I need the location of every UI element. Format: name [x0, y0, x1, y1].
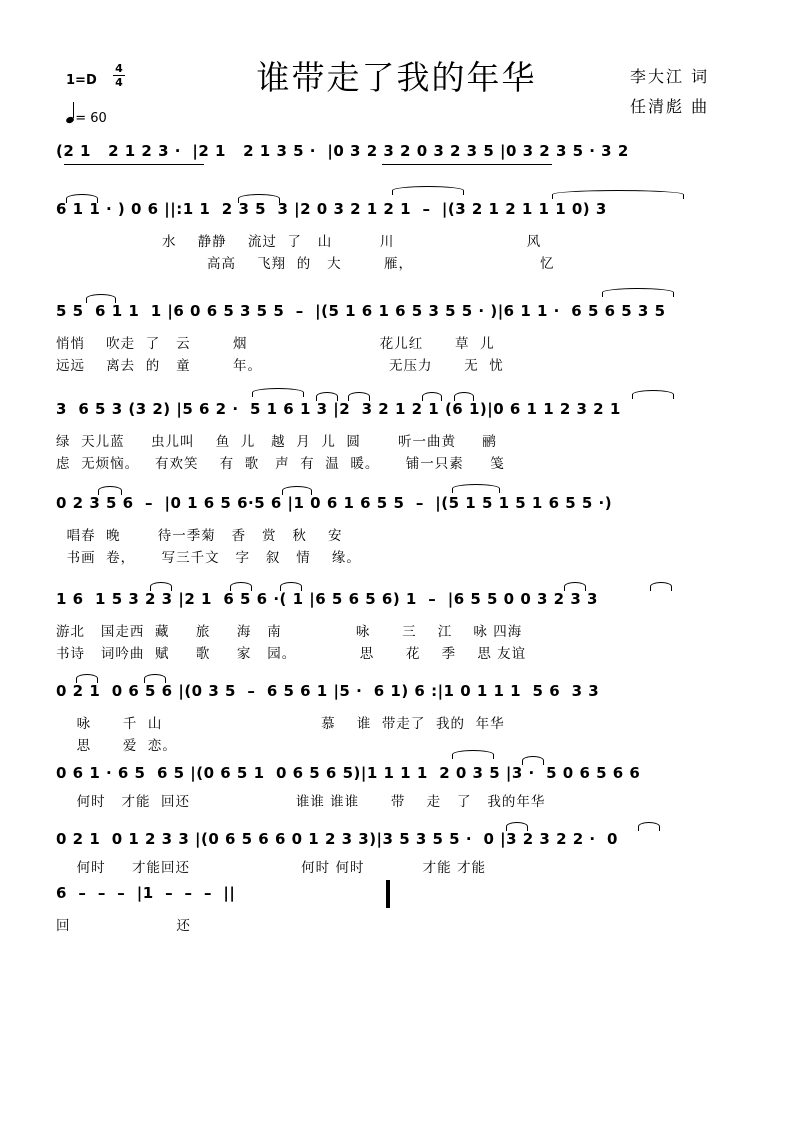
slur-mark: [282, 486, 312, 495]
slur-mark: [602, 288, 674, 297]
notation-line: 0 6 1 · 6 5 6 5 |(0 6 5 1 0 6 5 6 5)|1 1 1 1 2 0 3 5 |3 · 5 0 6 5 6 6: [56, 764, 641, 782]
slur-mark: [280, 582, 302, 591]
tempo-marking: [66, 106, 107, 126]
notation-line: 3 6 5 3 (3 2) |5 6 2 · 5 1 6 1 3 |2 3 2 1 2 1 (6 1)|0 6 1 1 2 3 2 1: [56, 400, 621, 418]
composer-credit: 任清彪 曲: [630, 97, 710, 116]
slur-mark: [348, 392, 370, 401]
lyrics-verse-1: 游北 国走西 藏 旅 海 南 咏 三 江 咏 四海: [56, 624, 523, 640]
lyrics-verse-2: 书画 卷， 写三千文 字 叙 情 缘。: [56, 550, 361, 566]
slur-mark: [452, 750, 494, 759]
slur-mark: [252, 388, 304, 397]
slur-mark: [392, 186, 464, 195]
lyrics-verse-2: 虑 无烦恼。 有欢笑 有 歌 声 有 温 暖。 铺一只素 笺: [56, 456, 505, 472]
notation-line: 0 2 1 0 6 5 6 |(0 3 5 – 6 5 6 1 |5 · 6 1) 6 :|1 0 1 1 1 5 6 3 3: [56, 682, 600, 700]
slur-mark: [316, 392, 338, 401]
slur-mark: [454, 392, 474, 401]
note-stem-icon: [73, 102, 74, 118]
notation-line: 5 5 6 1 1 1 |6 0 6 5 3 5 5 – |(5 1 6 1 6 5 3 5 5 · )|6 1 1 · 6 5 6 5 3 5: [56, 302, 666, 320]
time-signature-top: 4: [113, 62, 125, 76]
slur-mark: [506, 822, 528, 831]
slur-mark: [230, 582, 252, 591]
beam-line: [382, 164, 552, 165]
notation-line: (2 1 2 1 2 3 · |2 1 2 1 3 5 · |0 3 2 3 2 0 3 2 3 5 |0 3 2 3 5 · 3 2: [56, 142, 629, 160]
lyrics-verse-2: 远远 离去 的 童 年。 无压力 无 忧: [56, 358, 504, 374]
notation-line: 0 2 1 0 1 2 3 3 |(0 6 5 6 6 0 1 2 3 3)|3 5 3 5 5 · 0 |3 2 3 2 2 · 0: [56, 830, 618, 848]
lyrics-verse-1: 回 还: [56, 918, 191, 934]
slur-mark: [98, 486, 122, 495]
slur-mark: [638, 822, 660, 831]
tempo-value: = 60: [75, 111, 107, 126]
notation-line: 1 6 1 5 3 2 3 |2 1 6 5 6 ·( 1 |6 5 6 5 6) 1 – |6 5 5 0 0 3 2 3 3: [56, 590, 598, 608]
notation-line: 6 – – – |1 – – – ||: [56, 884, 236, 902]
lyrics-verse-1: 绿 天儿蓝 虫儿叫 鱼 儿 越 月 儿 圆 听一曲黄 鹂: [56, 434, 497, 450]
slur-mark: [422, 392, 442, 401]
lyrics-verse-1: 唱春 晚 待一季菊 香 赏 秋 安: [56, 528, 343, 544]
slur-mark: [150, 582, 172, 591]
notation-line: 6 1 1 · ) 0 6 ||:1 1 2 3 5 3 |2 0 3 2 1 2 1 – |(3 2 1 2 1 1 1 0) 3: [56, 200, 607, 218]
song-title: 谁带走了我的年华: [256, 58, 537, 97]
slur-mark: [650, 582, 672, 591]
time-signature: [113, 62, 125, 89]
lyrics-verse-1: 何时 才能 回还 谁谁 谁谁 带 走 了 我的年华: [66, 794, 546, 810]
notation-line: 0 2 3 5 6 – |0 1 6 5 6·5 6 |1 0 6 1 6 5 5 – |(5 1 5 1 5 1 6 5 5 ·): [56, 494, 613, 512]
lyrics-verse-1: 水 静静 流过 了 山 川 风: [162, 234, 542, 250]
lyrics-verse-2: 思 爱 恋。: [66, 738, 177, 754]
slur-mark: [632, 390, 674, 399]
slur-mark: [66, 194, 98, 203]
time-signature-bottom: 4: [115, 76, 123, 89]
slur-mark: [144, 674, 166, 683]
key-signature: 1=D: [66, 73, 97, 88]
slur-mark: [564, 582, 586, 591]
slur-mark: [552, 190, 684, 199]
slur-mark: [452, 484, 500, 493]
slur-mark: [238, 194, 280, 203]
lyrics-verse-2: 书诗 词吟曲 赋 歌 家 园。 思 花 季 思 友谊: [56, 646, 527, 662]
lyrics-verse-1: 咏 千 山 慕 谁 带走了 我的 年华: [66, 716, 505, 732]
lyrics-verse-1: 悄悄 吹走 了 云 烟 花儿红 草 儿: [56, 336, 495, 352]
slur-mark: [76, 674, 98, 683]
lyrics-verse-2: 高高 飞翔 的 大 雁， 忆: [207, 256, 555, 272]
beam-line: [64, 164, 204, 165]
lyricist-credit: 李大江 词: [630, 67, 710, 86]
slur-mark: [86, 294, 116, 303]
lyrics-verse-1: 何时 才能回还 何时 何时 才能 才能: [66, 860, 486, 876]
slur-mark: [522, 756, 544, 765]
final-barline: [386, 880, 390, 908]
